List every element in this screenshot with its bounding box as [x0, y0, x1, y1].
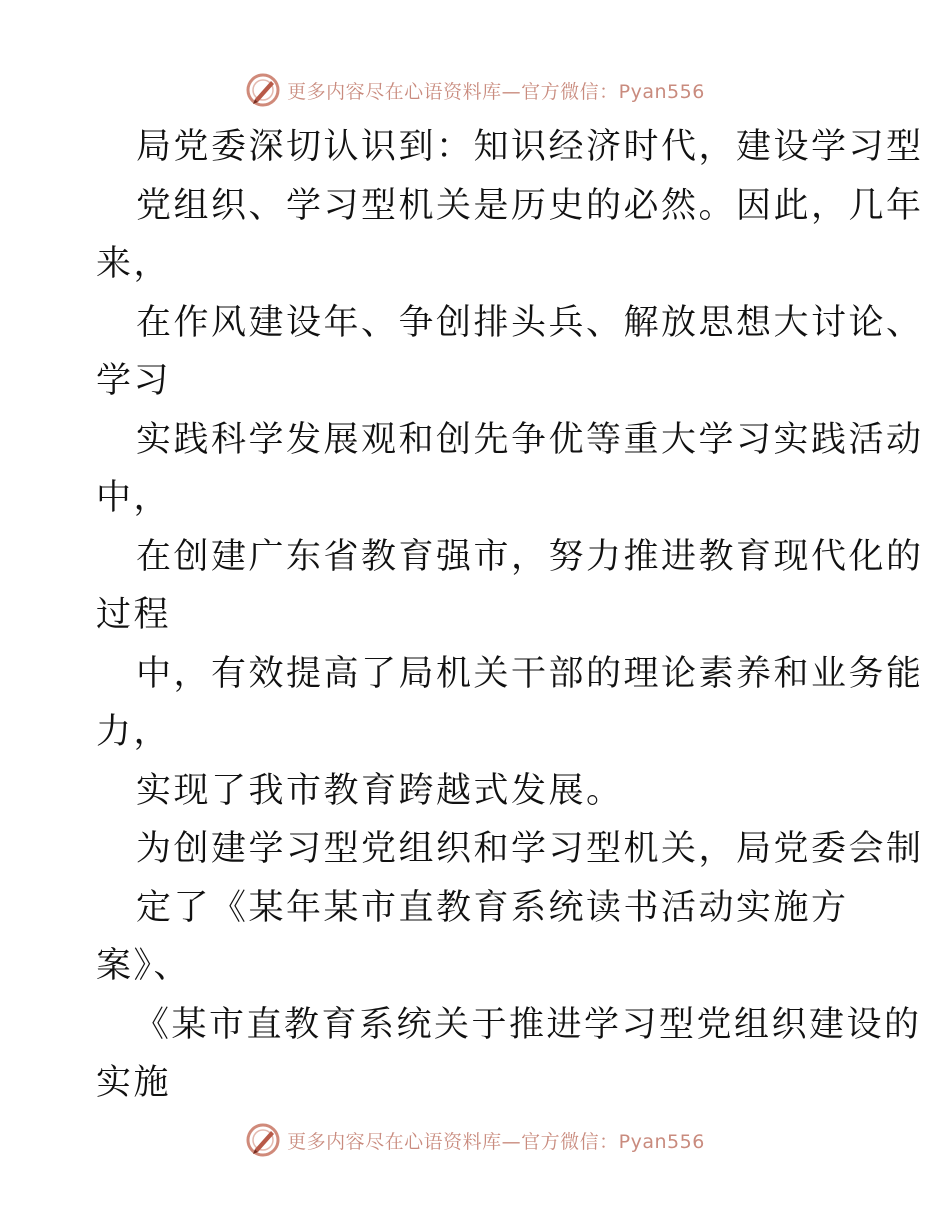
text-line: 在作风建设年、争创排头兵、解放思想大讨论、 [136, 302, 924, 343]
text-line: 过程 [96, 595, 172, 635]
text-line: 实践科学发展观和创先争优等重大学习实践活动 [136, 419, 924, 460]
text-line: 在创建广东省教育强市，努力推进教育现代化的 [136, 536, 924, 577]
text-line: 中， [96, 478, 172, 518]
footer-banner-text: 更多内容尽在心语资料库—官方微信：Pyan556 [287, 1130, 705, 1153]
document-body [0, 118, 950, 1113]
text-line: 来， [96, 244, 172, 284]
footer-banner [0, 1118, 950, 1162]
text-line: 局党委深切认识到：知识经济时代，建设学习型 [136, 127, 924, 167]
text-line: 中，有效提高了局机关干部的理论素养和业务能 [136, 653, 924, 694]
text-line: 《某市直教育系统关于推进学习型党组织建设的 [134, 1004, 922, 1045]
text-line: 学习 [96, 361, 172, 401]
header-banner [0, 68, 950, 112]
text-line: 党组织、学习型机关是历史的必然。因此，几年 [136, 185, 924, 226]
text-line: 实现了我市教育跨越式发展。 [136, 770, 624, 811]
text-line: 力， [96, 712, 172, 752]
text-line: 实施 [96, 1063, 172, 1103]
text-line: 案》、 [96, 946, 192, 986]
text-line: 定了《某年某市直教育系统读书活动实施方 [136, 887, 849, 928]
pen-logo-icon [245, 1122, 281, 1158]
header-banner-text: 更多内容尽在心语资料库—官方微信：Pyan556 [287, 80, 705, 103]
pen-logo-icon [245, 72, 281, 108]
text-line: 为创建学习型党组织和学习型机关，局党委会制 [136, 829, 924, 869]
